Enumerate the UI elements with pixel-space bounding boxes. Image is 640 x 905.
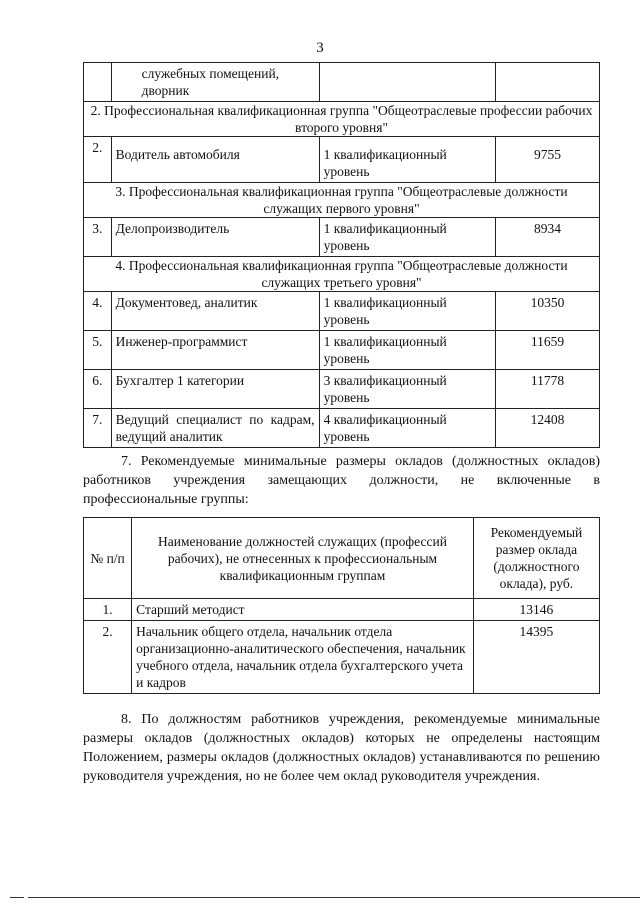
- row-number: 3.: [84, 218, 112, 257]
- row-number: 2.: [84, 137, 112, 183]
- header-name: Наименование должностей служащих (профессий рабочих), не отнесенных к профессиональным квалификационным группам: [132, 518, 474, 599]
- qualification-level: [319, 63, 495, 102]
- table-header-row: [84, 518, 600, 599]
- qualification-groups-table: [83, 62, 600, 448]
- position-name: Документовед, аналитик: [111, 292, 319, 331]
- table-row: [84, 218, 600, 257]
- row-number: 4.: [84, 292, 112, 331]
- group-title: 3. Профессиональная квалификационная группа "Общеотраслевые должности служащих первого уровня": [84, 183, 600, 218]
- salary-value: 11659: [496, 331, 600, 370]
- row-number: [84, 63, 112, 102]
- table-row: [84, 292, 600, 331]
- table-row: [84, 370, 600, 409]
- salary-value: 13146: [473, 599, 599, 621]
- table-row: [84, 409, 600, 448]
- position-name: служебных помещений, дворник: [111, 63, 319, 102]
- table-row: [84, 599, 600, 621]
- qualification-level: 1 квалификационный уровень: [319, 331, 495, 370]
- group-title: 2. Профессиональная квалификационная группа "Общеотраслевые профессии рабочих второго уровня": [84, 102, 600, 137]
- position-name: Инженер-программист: [111, 331, 319, 370]
- position-name: Делопроизводитель: [111, 218, 319, 257]
- salary-value: 14395: [473, 621, 599, 694]
- position-name: Водитель автомобиля: [111, 137, 319, 183]
- group-header-row: [84, 183, 600, 218]
- paragraph-8: 8. По должностям работников учреждения, рекомендуемые минимальные размеры окладов (должностных окладов) которых не определены настоящим Положением, размеры окладов (должностных окладов) устанавливаются по решению руководителя учреждения, но не более чем оклад руководителя учреждения.: [83, 712, 600, 784]
- footer-rule: [28, 897, 640, 898]
- salary-value: 12408: [496, 409, 600, 448]
- paragraph-7: 7. Рекомендуемые минимальные размеры окладов (должностных окладов) работников учреждения замещающих должности, не включенные в профессиональные группы:: [83, 454, 600, 507]
- position-name: Начальник общего отдела, начальник отдела организационно-аналитического обеспечения, начальник учебного отдела, начальник отдела бухгалтерского учета и кадров: [132, 621, 474, 694]
- qualification-level: 1 квалификационный уровень: [319, 137, 495, 183]
- footer-mark: [10, 897, 24, 898]
- position-name: Старший методист: [132, 599, 474, 621]
- table-row: [84, 331, 600, 370]
- table-row: [84, 137, 600, 183]
- table-row: [84, 621, 600, 694]
- table-row: [84, 63, 600, 102]
- salary-value: 8934: [496, 218, 600, 257]
- other-positions-table: [83, 517, 600, 694]
- row-number: 7.: [84, 409, 112, 448]
- qualification-level: 1 квалификационный уровень: [319, 218, 495, 257]
- salary-value: [496, 63, 600, 102]
- row-number: 6.: [84, 370, 112, 409]
- position-name: Бухгалтер 1 категории: [111, 370, 319, 409]
- qualification-level: 3 квалификационный уровень: [319, 370, 495, 409]
- group-header-row: [84, 102, 600, 137]
- salary-value: 11778: [496, 370, 600, 409]
- header-salary: Рекомендуемый размер оклада (должностного оклада), руб.: [473, 518, 599, 599]
- group-title: 4. Профессиональная квалификационная группа "Общеотраслевые должности служащих третьего уровня": [84, 257, 600, 292]
- header-num: № п/п: [84, 518, 132, 599]
- position-name: Ведущий специалист по кадрам, ведущий аналитик: [111, 409, 319, 448]
- page-number: 3: [316, 40, 324, 56]
- salary-value: 9755: [496, 137, 600, 183]
- salary-value: 10350: [496, 292, 600, 331]
- row-number: 5.: [84, 331, 112, 370]
- qualification-level: 1 квалификационный уровень: [319, 292, 495, 331]
- row-number: 2.: [84, 621, 132, 694]
- row-number: 1.: [84, 599, 132, 621]
- qualification-level: 4 квалификационный уровень: [319, 409, 495, 448]
- group-header-row: [84, 257, 600, 292]
